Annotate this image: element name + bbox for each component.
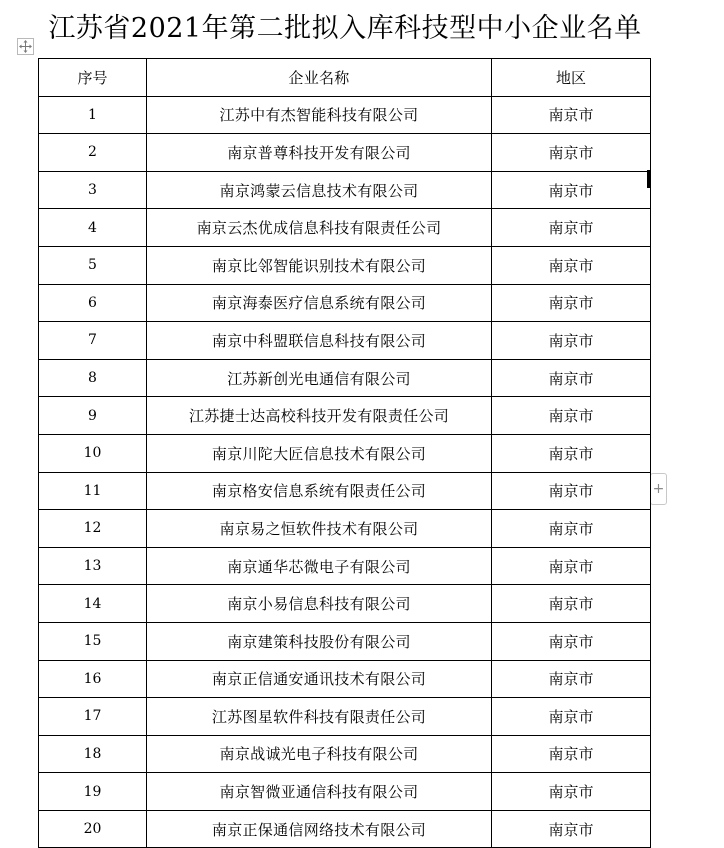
move-arrows-icon: [18, 39, 33, 54]
cell-no: 4: [39, 209, 147, 247]
cell-company-name: 南京云杰优成信息科技有限责任公司: [147, 209, 492, 247]
table-row: [39, 284, 651, 322]
cell-region: 南京市: [492, 735, 651, 773]
cell-company-name: 南京正保通信网络技术有限公司: [147, 810, 492, 848]
cell-company-name: 南京比邻智能识别技术有限公司: [147, 246, 492, 284]
cell-no: 7: [39, 322, 147, 360]
table-row: [39, 134, 651, 172]
cell-region: 南京市: [492, 622, 651, 660]
cell-company-name: 江苏图星软件科技有限责任公司: [147, 698, 492, 736]
table-row: [39, 96, 651, 134]
table-header-row: [39, 59, 651, 97]
cell-company-name: 南京小易信息科技有限公司: [147, 585, 492, 623]
cell-region: 南京市: [492, 434, 651, 472]
header-no: 序号: [39, 59, 147, 97]
cell-company-name: 南京正信通安通讯技术有限公司: [147, 660, 492, 698]
table-row: [39, 472, 651, 510]
table-row: [39, 359, 651, 397]
cell-no: 2: [39, 134, 147, 172]
table-row: [39, 209, 651, 247]
cell-no: 6: [39, 284, 147, 322]
cell-company-name: 南京智微亚通信科技有限公司: [147, 773, 492, 811]
cell-region: 南京市: [492, 322, 651, 360]
cell-no: 17: [39, 698, 147, 736]
table-row: [39, 585, 651, 623]
cell-company-name: 南京鸿蒙云信息技术有限公司: [147, 171, 492, 209]
cell-region: 南京市: [492, 246, 651, 284]
cell-no: 13: [39, 547, 147, 585]
table-row: [39, 698, 651, 736]
cell-company-name: 南京川陀大匠信息技术有限公司: [147, 434, 492, 472]
cell-region: 南京市: [492, 773, 651, 811]
cell-region: 南京市: [492, 209, 651, 247]
cell-no: 12: [39, 510, 147, 548]
cell-no: 3: [39, 171, 147, 209]
cell-company-name: 江苏中有杰智能科技有限公司: [147, 96, 492, 134]
cell-region: 南京市: [492, 397, 651, 435]
cell-region: 南京市: [492, 284, 651, 322]
table-row: [39, 171, 651, 209]
header-region: 地区: [492, 59, 651, 97]
table-row: [39, 773, 651, 811]
cell-no: 20: [39, 810, 147, 848]
cell-no: 19: [39, 773, 147, 811]
cell-no: 16: [39, 660, 147, 698]
cell-region: 南京市: [492, 359, 651, 397]
table-row: [39, 810, 651, 848]
cell-company-name: 南京战诚光电子科技有限公司: [147, 735, 492, 773]
cell-region: 南京市: [492, 171, 651, 209]
table-row: [39, 622, 651, 660]
cell-company-name: 南京易之恒软件技术有限公司: [147, 510, 492, 548]
table-row: [39, 660, 651, 698]
cell-region: 南京市: [492, 96, 651, 134]
cell-company-name: 南京海泰医疗信息系统有限公司: [147, 284, 492, 322]
table-row: [39, 397, 651, 435]
cell-region: 南京市: [492, 134, 651, 172]
cell-no: 5: [39, 246, 147, 284]
header-name: 企业名称: [147, 59, 492, 97]
cell-region: 南京市: [492, 585, 651, 623]
cell-no: 10: [39, 434, 147, 472]
document-title: 江苏省2021年第二批拟入库科技型中小企业名单: [48, 13, 642, 44]
cell-company-name: 南京普尊科技开发有限公司: [147, 134, 492, 172]
cell-no: 15: [39, 622, 147, 660]
cell-company-name: 南京通华芯微电子有限公司: [147, 547, 492, 585]
cell-no: 8: [39, 359, 147, 397]
cell-region: 南京市: [492, 547, 651, 585]
table-row: [39, 510, 651, 548]
cell-no: 9: [39, 397, 147, 435]
cell-company-name: 南京格安信息系统有限责任公司: [147, 472, 492, 510]
cell-region: 南京市: [492, 698, 651, 736]
cell-company-name: 江苏捷士达高校科技开发有限责任公司: [147, 397, 492, 435]
table-row: [39, 246, 651, 284]
cell-region: 南京市: [492, 660, 651, 698]
company-table: [38, 58, 651, 848]
table-row: [39, 735, 651, 773]
cell-no: 14: [39, 585, 147, 623]
add-row-button[interactable]: +: [650, 473, 667, 505]
table-row: [39, 547, 651, 585]
table-row: [39, 322, 651, 360]
cell-region: 南京市: [492, 810, 651, 848]
cell-no: 11: [39, 472, 147, 510]
cell-no: 18: [39, 735, 147, 773]
cell-company-name: 南京建策科技股份有限公司: [147, 622, 492, 660]
cell-region: 南京市: [492, 472, 651, 510]
table-row: [39, 434, 651, 472]
cell-company-name: 江苏新创光电通信有限公司: [147, 359, 492, 397]
cell-no: 1: [39, 96, 147, 134]
cell-company-name: 南京中科盟联信息科技有限公司: [147, 322, 492, 360]
table-move-handle[interactable]: [17, 38, 34, 55]
cell-region: 南京市: [492, 510, 651, 548]
